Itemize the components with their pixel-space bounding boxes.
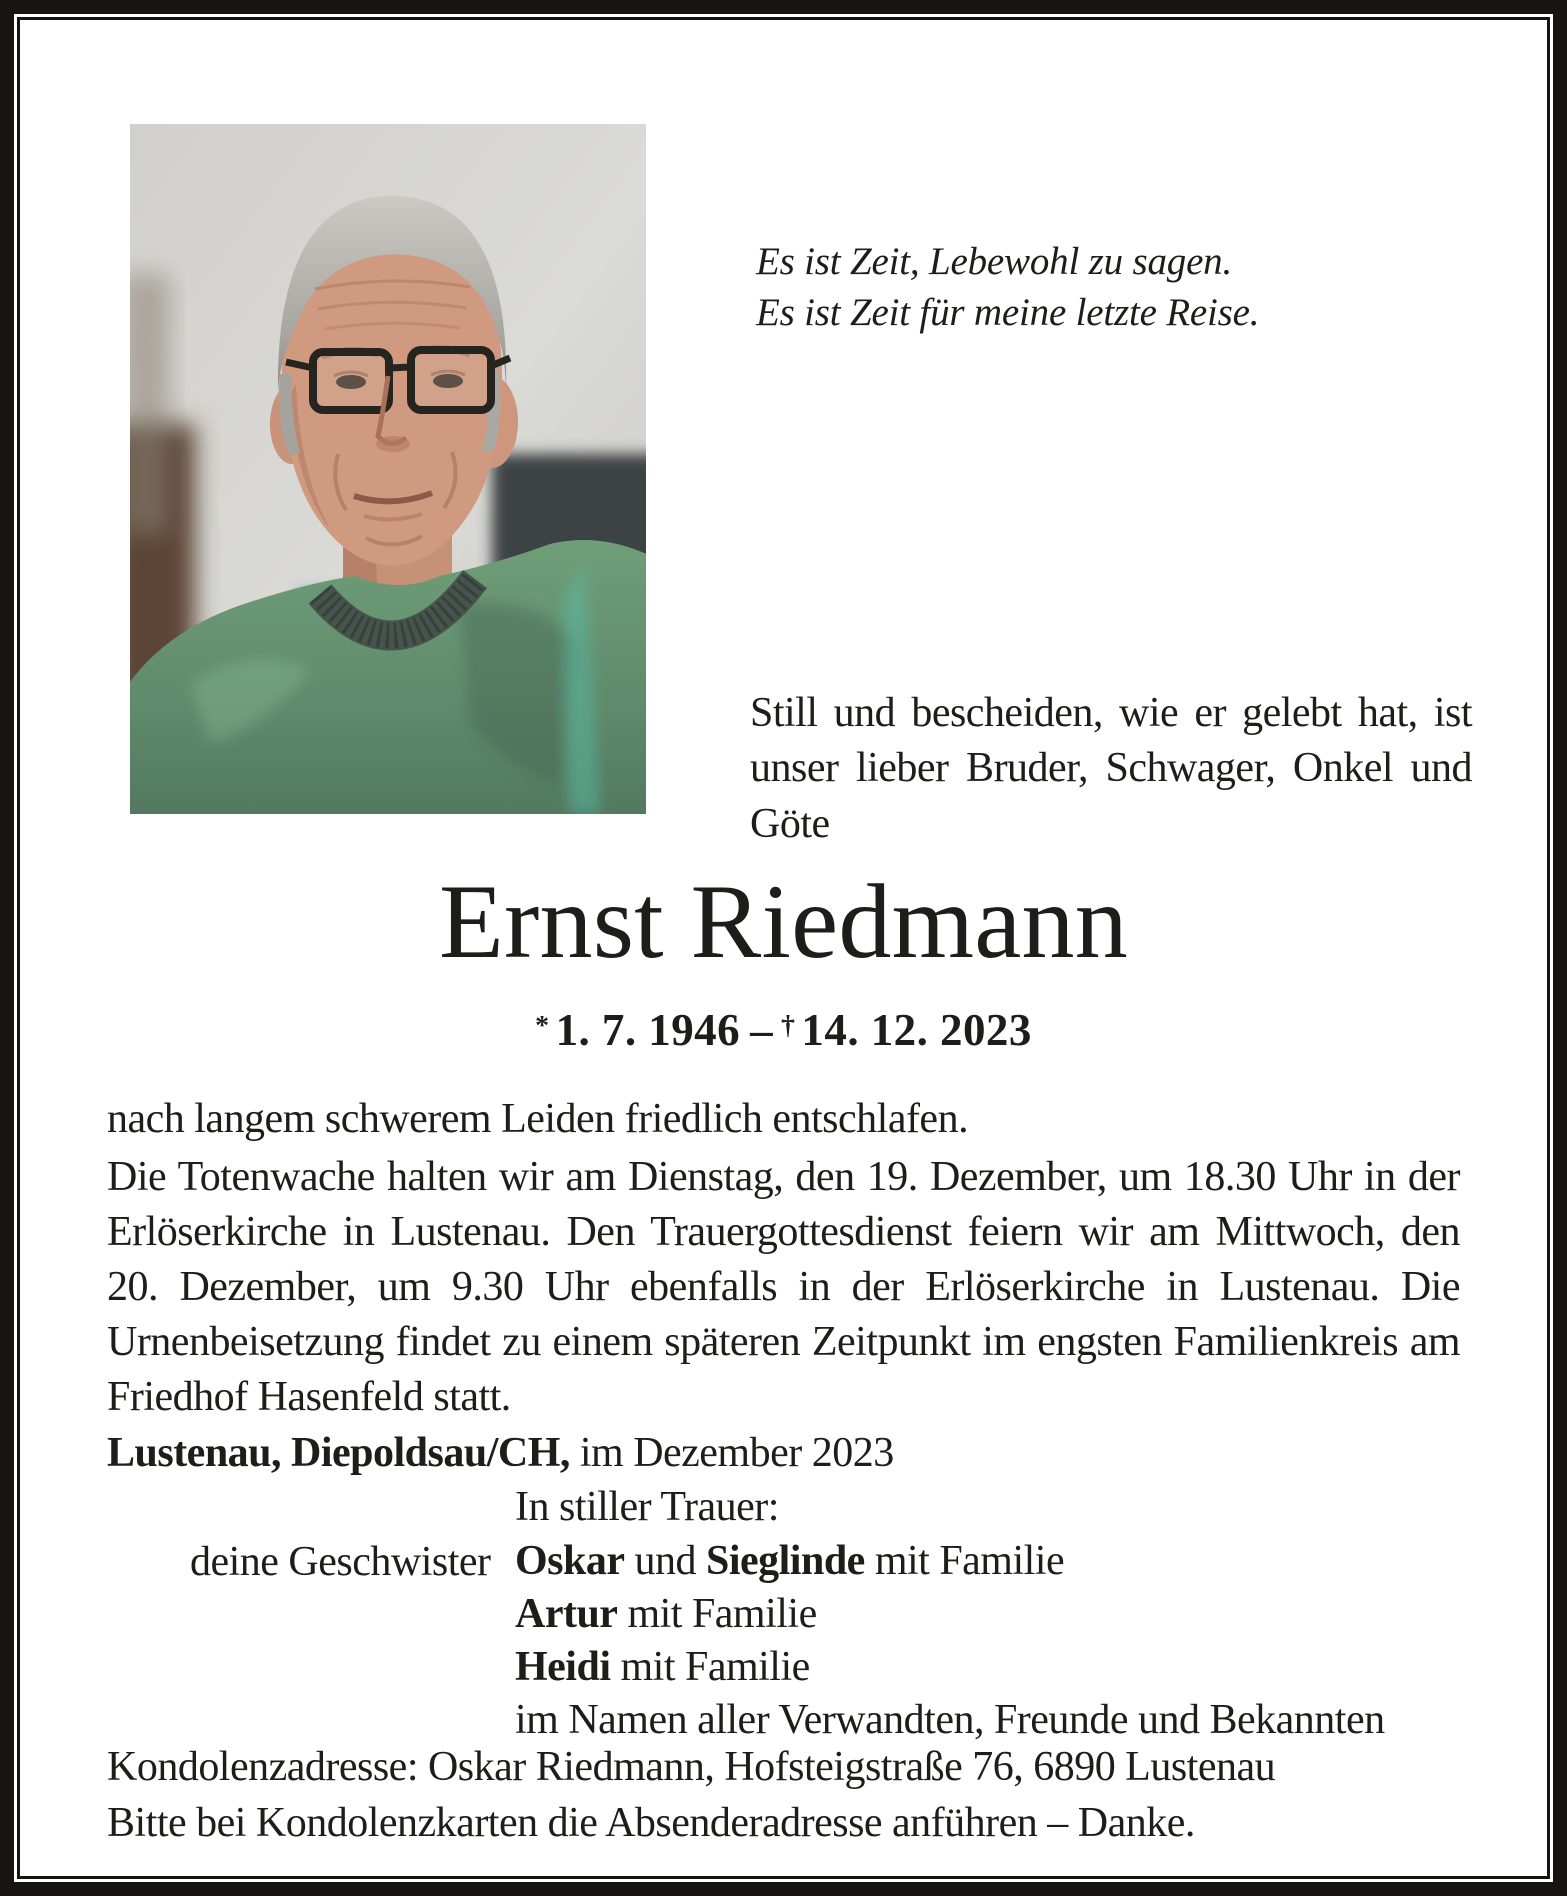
mourner-name-oskar: Oskar [515,1538,625,1584]
place-names: Lustenau, Diepoldsau/CH, [107,1430,570,1476]
mourners-line-1-suffix: mit Familie [864,1538,1065,1584]
farewell-quote-line-1: Es ist Zeit, Lebewohl zu sagen. [756,240,1233,283]
mourners-line-2-suffix: mit Familie [617,1590,817,1637]
death-sentence: nach langem schwerem Leiden friedlich entschlafen. [107,1096,969,1142]
death-date: 14. 12. 2023 [801,1005,1032,1055]
farewell-quote-line-2: Es ist Zeit für meine letzte Reise. [756,291,1260,335]
deceased-name: Ernst Riedmann [439,863,1128,980]
birth-star-icon: * [535,1010,550,1042]
dates-separator: – [750,1005,774,1055]
mourners-line-3 [515,1641,1475,1694]
mourners-list [515,1535,1475,1747]
introduction-text: Still und bescheiden, wie er gelebt hat, ist unser lieber Bruder, Schwager, Onkel und Göte [750,690,1472,847]
mourner-name-heidi: Heidi [515,1643,611,1690]
mourners-line-2 [515,1588,1475,1641]
condolence-address-line: Kondolenzadresse: Oskar Riedmann, Hofsteigstraße 76, 6890 Lustenau [107,1744,1276,1790]
birth-date: 1. 7. 1946 [555,1005,741,1055]
mourner-name-sieglinde: Sieglinde [705,1538,865,1584]
portrait-photo [130,124,646,814]
farewell-quote [756,236,1259,339]
death-cross-icon: † [781,1010,796,1042]
place-date: im Dezember 2023 [569,1430,894,1476]
mourners-connector: und [624,1538,706,1584]
mourners-label: deine Geschwister [190,1539,491,1585]
mourner-name-artur: Artur [515,1590,618,1637]
mourners-line-3-suffix: mit Familie [610,1643,810,1690]
photo-blurred-shape-left [130,274,170,534]
mourners-closing: im Namen aller Verwandten, Freunde und Bekannten [515,1696,1385,1743]
condolence-note-line: Bitte bei Kondolenzkarten die Absenderadresse anführen – Danke. [107,1799,1195,1846]
mourning-header: In stiller Trauer: [515,1484,779,1530]
life-dates [107,1004,1460,1056]
funeral-information: Die Totenwache halten wir am Dienstag, den 19. Dezember, um 18.30 Uhr in der Erlöserkirche in Lustenau. Den Trauergottesdienst feiern wir am Mittwoch, den 20. Dezember, um 9.30 Uhr ebenfalls in der Erlöserkirche in Lustenau. Die Urnenbeisetzung findet zu einem späteren Zeitpunkt im engsten Familienkreis am Friedhof Hasenfeld statt. [107,1154,1460,1421]
place-and-date-line [107,1426,1460,1481]
mourners-line-1 [515,1535,1475,1588]
condolence-block [107,1740,1460,1852]
photo-nose-shading [376,436,410,452]
